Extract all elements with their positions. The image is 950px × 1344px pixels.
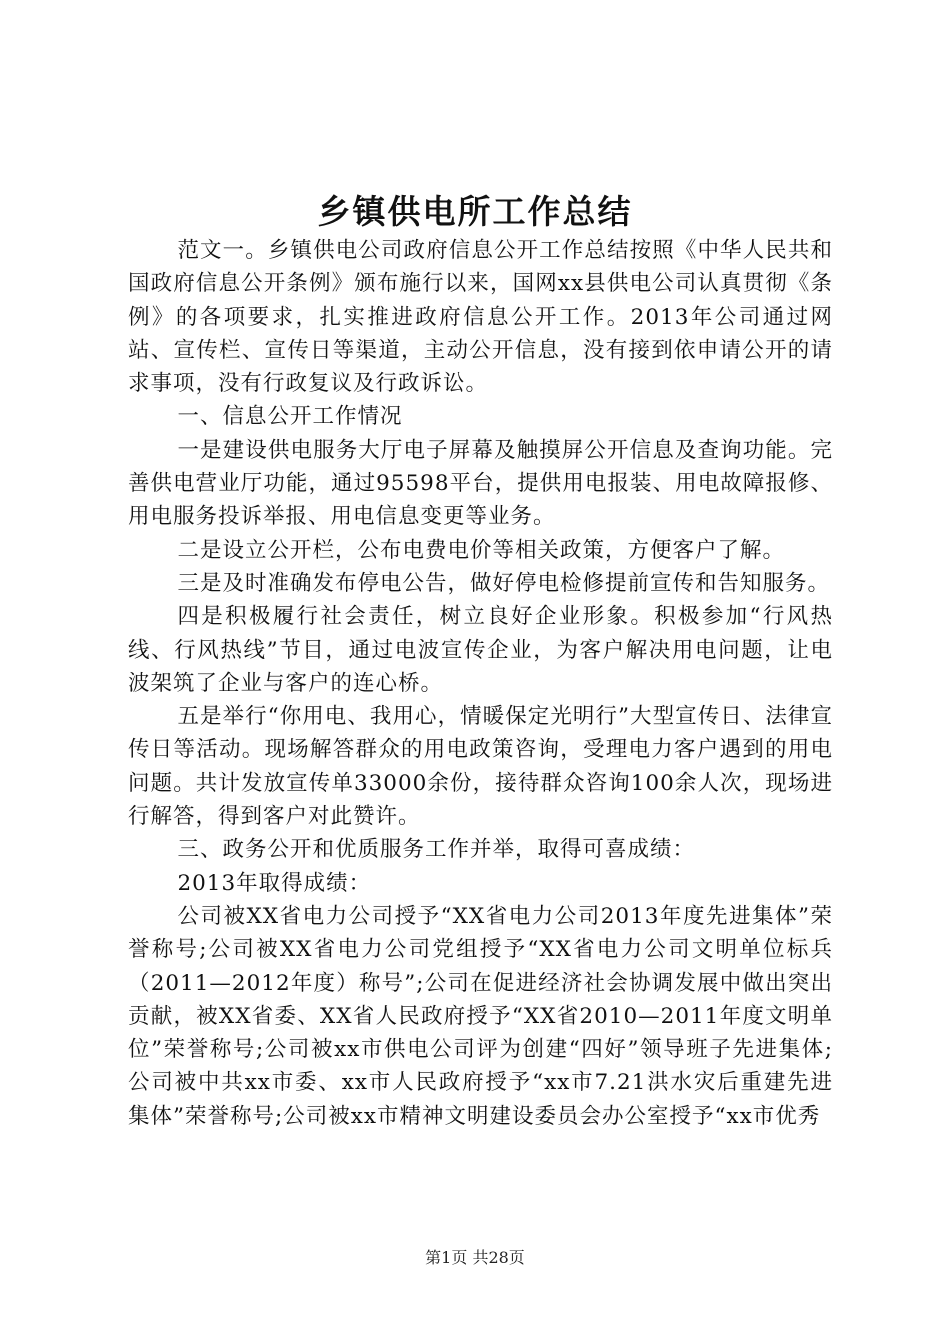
- page-number-footer: 第1页 共28页: [425, 1248, 525, 1267]
- achievements-heading: 2013年取得成绩：: [177, 870, 372, 896]
- paragraph-item-2: 二是设立公开栏，公布电费电价等相关政策，方便客户了解。: [177, 537, 785, 563]
- paragraph-item-3: 三是及时准确发布停电公告，做好停电检修提前宣传和告知服务。: [177, 570, 830, 596]
- paragraph-item-1: 一是建设供电服务大厅电子屏幕及触摸屏公开信息及查询功能。完善供电营业厅功能，通过95598平台，提供用电报装、用电故障报修、用电服务投诉举报、用电信息变更等业务。: [128, 437, 833, 530]
- paragraph-achievements: 公司被XX省电力公司授予“XX省电力公司2013年度先进集体”荣誉称号;公司被XX省电力公司党组授予“XX省电力公司文明单位标兵（2011—2012年度）称号”;公司在促进经济社会协调发展中做出突出贡献，被XX省委、XX省人民政府授予“XX省2010—2011年度文明单位”荣誉称号;公司被xx市供电公司评为创建“四好”领导班子先进集体;公司被中共xx市委、xx市人民政府授予“xx市7.21洪水灾后重建先进集体”荣誉称号;公司被xx市精神文明建设委员会办公室授予“xx市优秀: [128, 903, 833, 1129]
- document-body: [128, 234, 833, 1133]
- section-heading-1: 一、信息公开工作情况: [177, 404, 403, 430]
- paragraph-intro: 范文一。乡镇供电公司政府信息公开工作总结按照《中华人民共和国政府信息公开条例》颁布施行以来，国网xx县供电公司认真贯彻《条例》的各项要求，扎实推进政府信息公开工作。2013年公司通过网站、宣传栏、宣传日等渠道，主动公开信息，没有接到依申请公开的请求事项，没有行政复议及行政诉讼。: [128, 238, 833, 397]
- section-heading-3: 三、政务公开和优质服务工作并举，取得可喜成绩：: [177, 837, 695, 863]
- paragraph-item-4: 四是积极履行社会责任，树立良好企业形象。积极参加“行风热线、行风热线”节目，通过电波宣传企业，为客户解决用电问题，让电波架筑了企业与客户的连心桥。: [128, 604, 833, 696]
- paragraph-item-5: 五是举行“你用电、我用心，情暖保定光明行”大型宣传日、法律宣传日等活动。现场解答群众的用电政策咨询，受理电力客户遇到的用电问题。共计发放宣传单33000余份，接待群众咨询100余人次，现场进行解答，得到客户对此赞许。: [128, 704, 833, 830]
- document-title: 乡镇供电所工作总结: [317, 192, 633, 231]
